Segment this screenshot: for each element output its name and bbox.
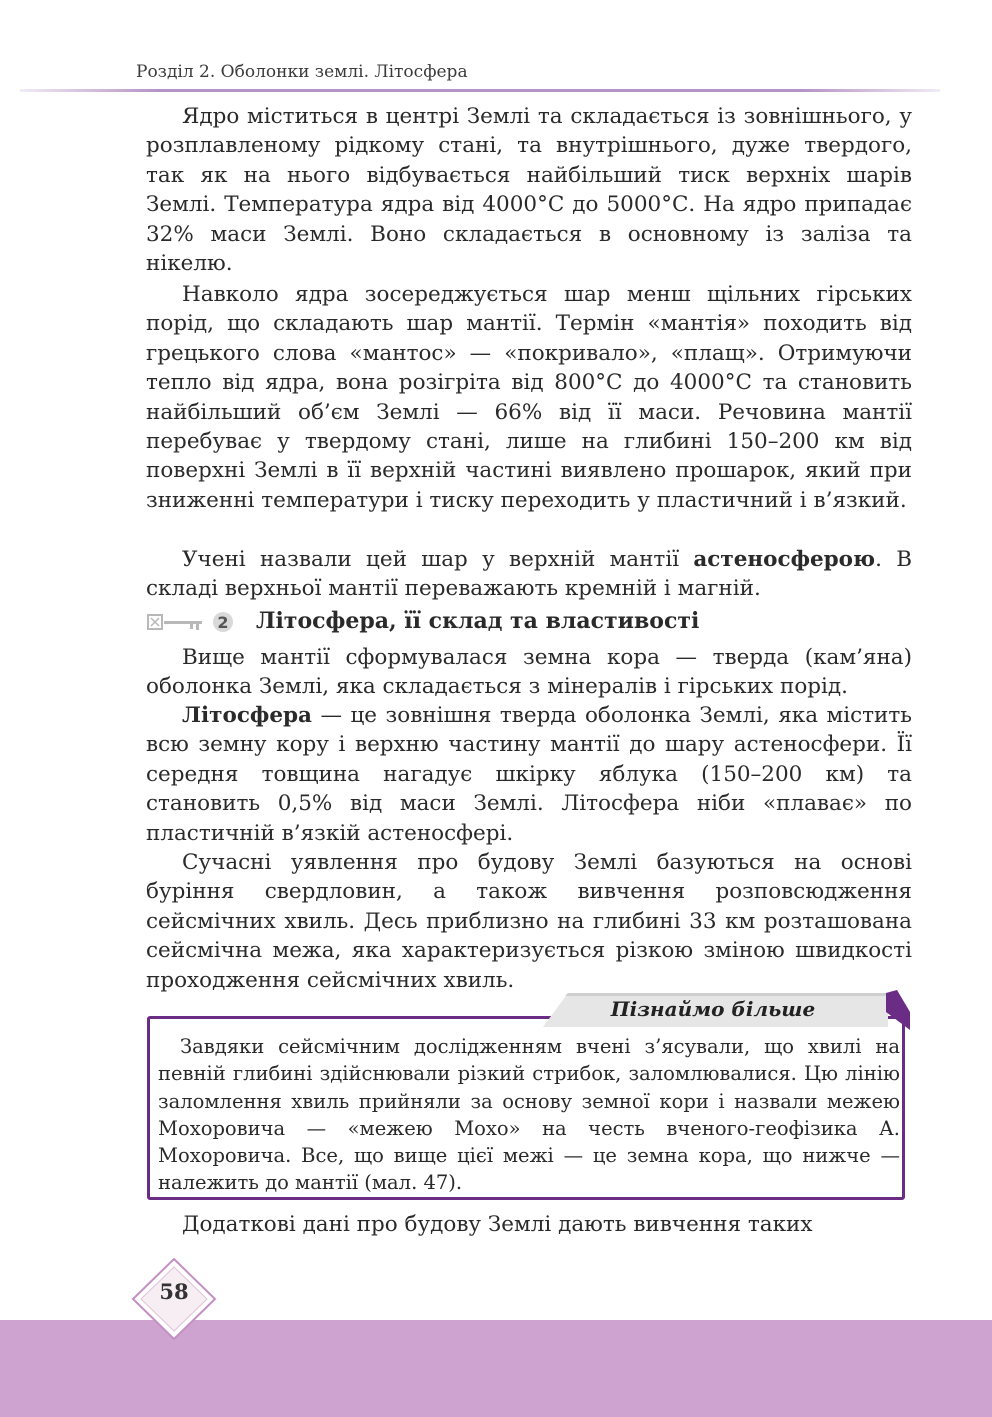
section-title: Літосфера, її склад та властивості bbox=[256, 608, 700, 634]
section-heading bbox=[146, 608, 912, 640]
paragraph-text: Учені назвали цей шар у верхній мантії bbox=[182, 547, 694, 572]
paragraph-mantle: Навколо ядра зосереджується шар менш щільних гірських порід, що складають шар мантії. Термін «мантія» походить від грецького слова «мантос» — «покривало», «плащ». Отримуючи тепло від ядра, вона розігріта від 800°С до 4000°С та становить найбільший об’єм Землі — 66% від її маси. Речовина мантії перебуває у твердому стані, лише на глибині 150–200 км від поверхні Землі в її верхній частині виявлено прошарок, який при зниженні температури і тиску переходить у пластичний і в’язкий. bbox=[146, 282, 912, 513]
paragraph-text: . В складі верхньої мантії переважають кремній і магній. bbox=[146, 547, 912, 602]
header-rule bbox=[20, 89, 940, 92]
info-box-title: Пізнаймо більше bbox=[610, 997, 816, 1021]
section-marker-icon bbox=[146, 611, 238, 635]
paragraph-asthenosphere bbox=[146, 545, 912, 604]
paragraph-lithosphere bbox=[146, 701, 912, 848]
term-asthenosphere: астеносферою bbox=[693, 547, 876, 572]
paragraph-core: Ядро міститься в центрі Землі та складається із зовнішнього, у розплавленому рідкому стані, та внутрішнього, дуже твердого, так як на нього відбувається найбільший тиск верхніх шарів Землі. Температура ядра від 4000°С до 5000°С. На ядро припадає 32% маси Землі. Воно складається в основному із заліза та нікелю. bbox=[146, 104, 912, 277]
section-number: 2 bbox=[217, 613, 229, 632]
info-box-text: Завдяки сейсмічним дослідженням вчені з’ясували, що хвилі на певній глибині здійснювали різкий стрибок, заломлювалися. Цю лінію заломлення хвиль прийняли за основу земної кори і назвали межею Мохоровича — «межею Мохо» на честь вченого-геофізика А. Мохоровича. Все, що вище цієї межі — це земна кора, що нижче — належить до мантії (мал. 47). bbox=[158, 1035, 900, 1195]
running-header: Розділ 2. Оболонки землі. Літосфера bbox=[136, 62, 468, 82]
term-lithosphere: Літосфера bbox=[182, 703, 312, 728]
paragraph-crust: Вище мантії сформувалася земна кора — тверда (кам’яна) оболонка Землі, яка складається з мінералів і гірських порід. bbox=[146, 645, 912, 700]
paragraph-seismic: Сучасні уявлення про будову Землі базуються на основі буріння свердловин, а також вивчення розповсюдження сейсмічних хвиль. Десь приблизно на глибині 33 км розташована сейсмічна межа, яка характеризується різкою зміною швидкості проходження сейсмічних хвиль. bbox=[146, 850, 912, 993]
paragraph-text: — це зовнішня тверда оболонка Землі, яка містить всю земну кору і верхню частину мантії до шару астеносфери. Її середня товщина нагадує шкірку яблука (150–200 км) та становить 0,5% від маси Землі. Літосфера ніби «плаває» по пластичній в’язкій астеносфері. bbox=[146, 703, 912, 846]
page-number: 58 bbox=[159, 1279, 189, 1304]
paragraph-continued: Додаткові дані про будову Землі дають вивчення таких bbox=[182, 1212, 813, 1237]
